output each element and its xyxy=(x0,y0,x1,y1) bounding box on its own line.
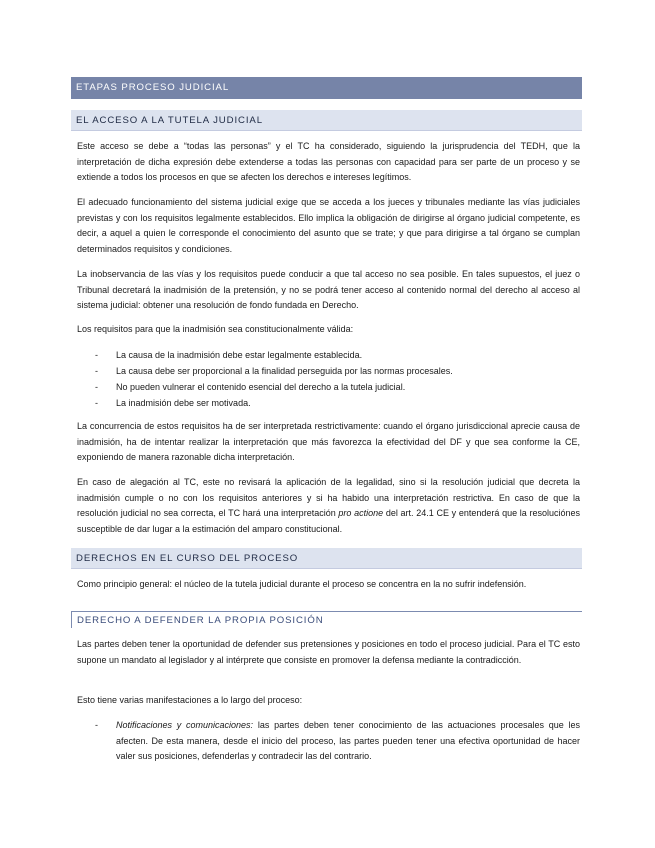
list-item xyxy=(95,380,580,396)
bullet-dash: - xyxy=(95,366,98,376)
heading-defender-posicion: DERECHO A DEFENDER LA PROPIA POSICIÓN xyxy=(71,611,582,628)
list-item xyxy=(95,364,580,380)
heading-acceso-tutela: EL ACCESO A LA TUTELA JUDICIAL xyxy=(71,110,582,131)
list-item-body: las partes deben tener conocimiento de las actuaciones procesales que les afecten. De esta manera, desde el inicio del proceso, las partes pueden tener una efectiva oportunidad de hacer valer sus posiciones, defenderlas y contradecir las del contrario. xyxy=(116,720,580,762)
paragraph: La concurrencia de estos requisitos ha de ser interpretada restrictivamente: cuando el órgano jurisdiccional aprecie causa de inadmisión, ha de intentar realizar la interpretación que más favorezca la efectividad del DF y que sea conforme la CE, exponiendo de manera razonable dicha interpretación. xyxy=(77,421,580,463)
paragraph: Las partes deben tener la oportunidad de defender sus pretensiones y posiciones en todo el proceso judicial. Para el TC esto supone un mandato al legislador y al intérprete que consiste en promover la defensa mediante la contradicción. xyxy=(77,639,580,665)
bullet-dash: - xyxy=(95,398,98,408)
bullet-dash: - xyxy=(95,382,98,392)
paragraph: La inobservancia de las vías y los requisitos puede conducir a que tal acceso no sea posible. En tales supuestos, el juez o Tribunal decretará la inadmisión de la pretensión, y no se podrá tener acceso al contenido normal del derecho al acceso al sistema judicial: obtener una resolución de fondo fundada en Derecho. xyxy=(77,269,580,311)
paragraph: El adecuado funcionamiento del sistema judicial exige que se acceda a los jueces y tribunales mediante las vías judiciales previstas y con los requisitos legalmente establecidos. Ello implica la obligación de dirigirse al órgano judicial competente, es decir, a aquel a quien le corresponde el conocimiento del asunto que se trate; y que para dirigirse a tal órgano se cumplan determinados requisitos y condiciones. xyxy=(77,197,580,254)
list-item-text: No pueden vulnerar el contenido esencial del derecho a la tutela judicial. xyxy=(116,382,406,392)
heading-derechos-proceso: DERECHOS EN EL CURSO DEL PROCESO xyxy=(71,548,582,569)
paragraph: Este acceso se debe a “todas las personas” y el TC ha considerado, siguiendo la jurisprudencia del TEDH, que la interpretación de dicha expresión debe extenderse a todas las personas con capacidad para ser parte de un proceso y se extiende a todos los procesos en que se afecten los derechos e intereses legítimos. xyxy=(77,141,580,183)
list-item-text: La inadmisión debe ser motivada. xyxy=(116,398,251,408)
paragraph: Los requisitos para que la inadmisión sea constitucionalmente válida: xyxy=(77,324,354,334)
bullet-dash: - xyxy=(95,720,98,730)
list-item-lead: Notificaciones y comunicaciones: xyxy=(116,720,254,730)
paragraph-text: En caso de alegación al TC, este no revisará la aplicación de la legalidad, sino si la resolución judicial que decreta la inadmisión cumple o no con los requisitos anteriores y si ha habido una interpretación restrictiva. En caso de que la resolución judicial no sea correcta, el TC hará una interpretación xyxy=(77,477,580,519)
list-item xyxy=(95,348,580,364)
list-item xyxy=(95,718,580,765)
list-item-text: La causa de la inadmisión debe estar legalmente establecida. xyxy=(116,350,363,360)
bullet-dash: - xyxy=(95,350,98,360)
list-item xyxy=(95,396,580,412)
list-item-text xyxy=(116,718,580,765)
latin-term: pro actione xyxy=(338,508,384,519)
paragraph-text: del art. 24.1 CE y entenderá que la resoluciónes susceptible de dar lugar a la estimación del amparo constitucional. xyxy=(77,508,580,534)
paragraph xyxy=(77,475,580,537)
paragraph: Como principio general: el núcleo de la tutela judicial durante el proceso se concentra en la no sufrir indefensión. xyxy=(77,579,527,589)
paragraph: Esto tiene varias manifestaciones a lo largo del proceso: xyxy=(77,695,303,705)
section-title: ETAPAS PROCESO JUDICIAL xyxy=(71,77,582,99)
list-item-text: La causa debe ser proporcional a la finalidad perseguida por las normas procesales. xyxy=(116,366,453,376)
